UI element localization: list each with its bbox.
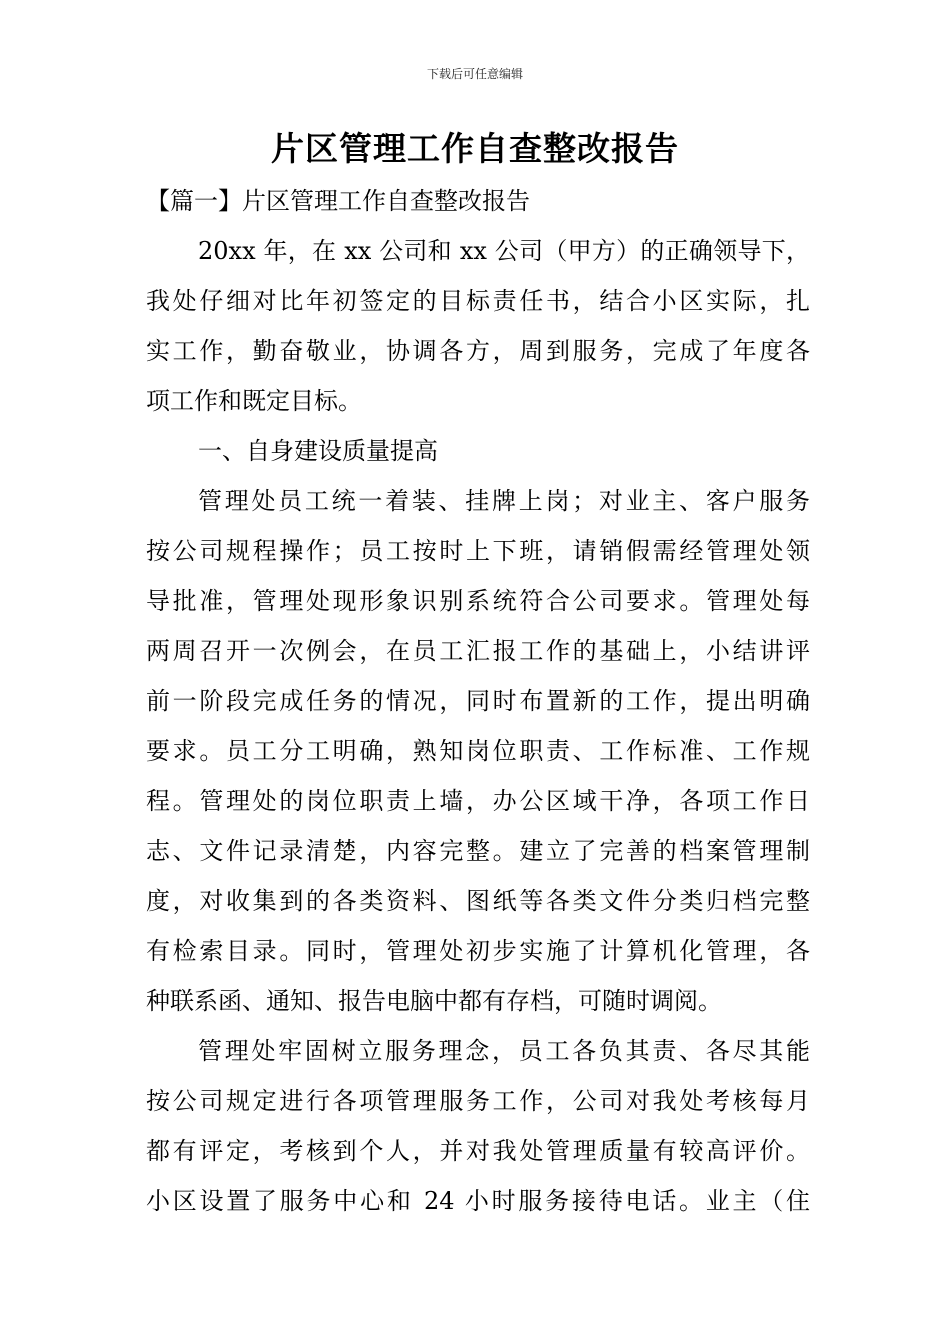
body-line: 都有评定，考核到个人，并对我处管理质量有较高评价。 [146, 1137, 810, 1165]
page-header-note: 下载后可任意编辑 [426, 67, 523, 81]
document-title: 片区管理工作自查整改报告 [271, 129, 679, 168]
body-line: 度，对收集到的各类资料、图纸等各类文件分类归档完整 [146, 887, 810, 915]
body-line: 程。管理处的岗位职责上墙，办公区域干净，各项工作日 [146, 787, 810, 815]
body-line: 管理处员工统一着装、挂牌上岗；对业主、客户服务 [198, 487, 810, 515]
body-line: 前一阶段完成任务的情况，同时布置新的工作，提出明确 [146, 687, 810, 715]
section-heading: 一、自身建设质量提高 [198, 437, 438, 465]
body-line: 按公司规定进行各项管理服务工作，公司对我处考核每月 [146, 1087, 810, 1115]
body-line: 按公司规程操作；员工按时上下班，请销假需经管理处领 [146, 537, 810, 565]
body-line: 有检索目录。同时，管理处初步实施了计算机化管理，各 [146, 937, 810, 965]
body-line: 种联系函、通知、报告电脑中都有存档，可随时调阅。 [146, 987, 722, 1015]
body-line: 我处仔细对比年初签定的目标责任书，结合小区实际，扎 [146, 287, 810, 315]
document-body [146, 176, 810, 1226]
body-line: 导批准，管理处现形象识别系统符合公司要求。管理处每 [146, 587, 810, 615]
body-line: 管理处牢固树立服务理念，员工各负其责、各尽其能 [198, 1037, 810, 1065]
body-line: 【篇一】片区管理工作自查整改报告 [146, 187, 530, 215]
body-line: 20xx 年，在 xx 公司和 xx 公司（甲方）的正确领导下， [198, 237, 810, 265]
body-line: 要求。员工分工明确，熟知岗位职责、工作标准、工作规 [146, 737, 810, 765]
body-line: 项工作和既定目标。 [146, 387, 362, 415]
body-line: 两周召开一次例会，在员工汇报工作的基础上，小结讲评 [146, 637, 810, 665]
body-line: 小区设置了服务中心和 24 小时服务接待电话。业主（住 [146, 1187, 810, 1215]
body-line: 志、文件记录清楚，内容完整。建立了完善的档案管理制 [146, 837, 810, 865]
body-line: 实工作，勤奋敬业，协调各方，周到服务，完成了年度各 [146, 337, 810, 365]
